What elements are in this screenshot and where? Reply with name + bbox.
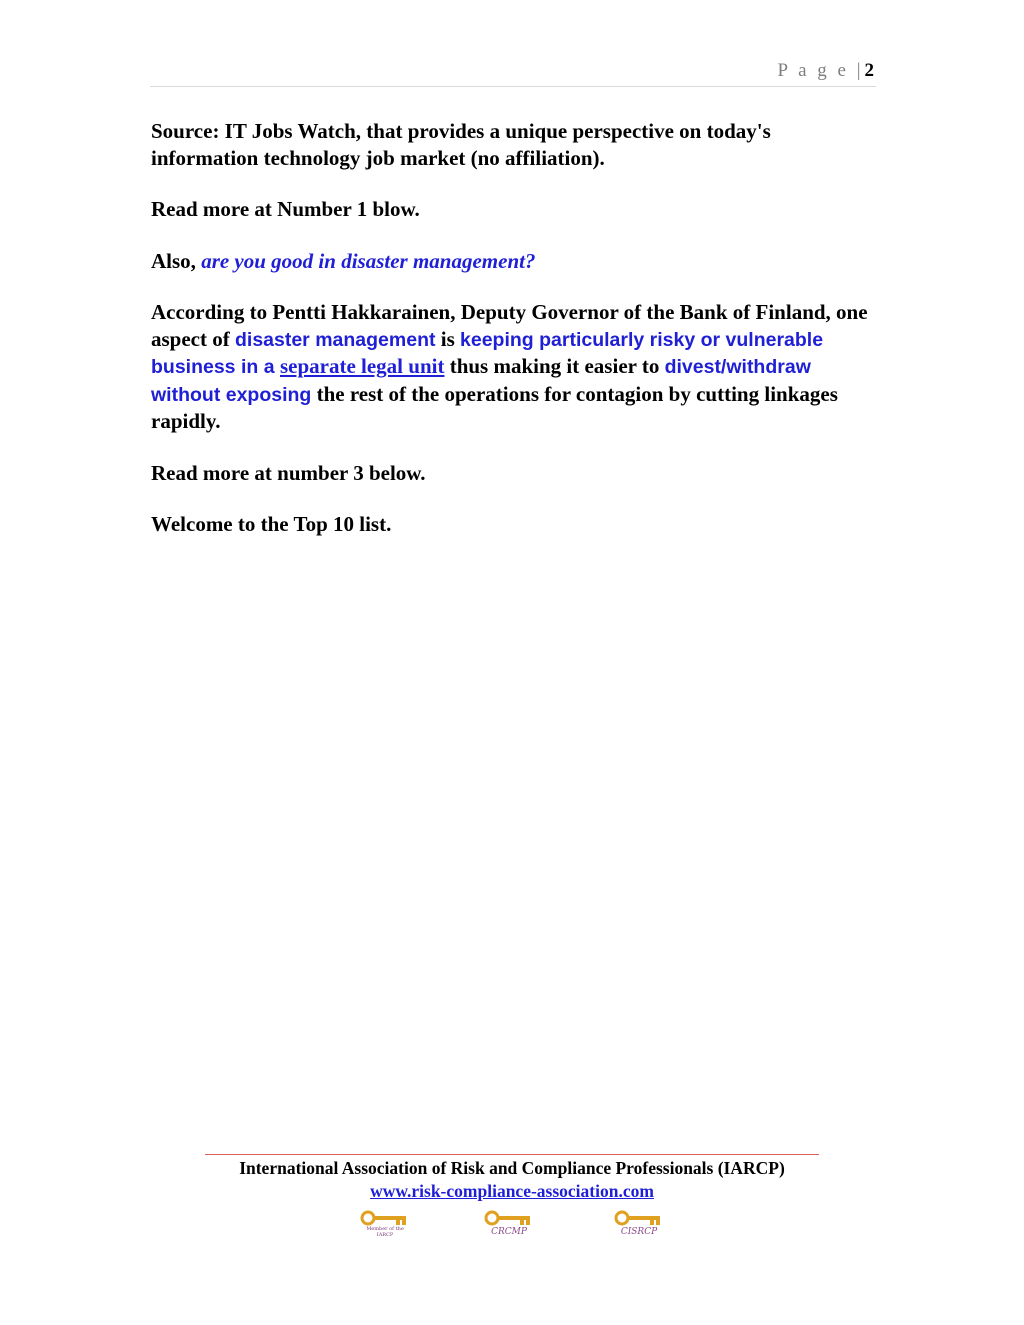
- member-key-logo[interactable]: [360, 1210, 410, 1240]
- page-label: P a g e: [777, 60, 849, 81]
- source-paragraph: Source: IT Jobs Watch, that provides a unique perspective on today's information technology job market (no affiliation).: [151, 119, 771, 170]
- logo-caption: CRCMP: [491, 1227, 527, 1237]
- document-body: [151, 118, 876, 563]
- hakkarainen-paragraph: [151, 299, 876, 435]
- welcome-line: Welcome to the Top 10 list.: [151, 512, 392, 536]
- hakkarainen-text-h: the rest of the operations for contagion by cutting linkages rapidly.: [151, 381, 838, 433]
- logo-caption: CISRCP: [620, 1227, 658, 1237]
- read-more-number-3: Read more at number 3 below.: [151, 460, 426, 485]
- divest-withdraw-highlight: divest/withdraw without exposing: [151, 356, 811, 406]
- key-icon: [484, 1210, 534, 1228]
- separate-legal-unit-link[interactable]: separate legal unit: [279, 354, 445, 378]
- page-separator: |: [856, 60, 861, 81]
- key-icon: [614, 1210, 664, 1228]
- disaster-management-question-link[interactable]: are you good in disaster management?: [201, 248, 536, 273]
- hakkarainen-text-a: According to Pentti Hakkarainen, Deputy Governor of the Bank of Finland, one aspect of: [151, 300, 868, 351]
- logo-caption: Member of the IARCP: [366, 1226, 404, 1238]
- also-prefix: Also,: [151, 248, 202, 273]
- footer-website-link[interactable]: www.risk-compliance-association.com: [370, 1181, 654, 1201]
- also-paragraph: [151, 248, 876, 275]
- disaster-management-highlight: disaster management: [234, 328, 436, 351]
- read-more-number-1: Read more at Number 1 blow.: [151, 197, 420, 221]
- cisrcp-key-logo[interactable]: [614, 1210, 664, 1240]
- page-header: [150, 58, 876, 87]
- page-number: 2: [864, 60, 874, 81]
- crcmp-key-logo[interactable]: [484, 1210, 534, 1240]
- hakkarainen-text-c: is: [435, 326, 460, 351]
- footer-organization: International Association of Risk and Compliance Professionals (IARCP): [239, 1158, 785, 1178]
- risky-business-highlight: keeping particularly risky or vulnerable business in a: [151, 328, 824, 378]
- page-number-indicator: [777, 60, 874, 82]
- footer-divider: [205, 1154, 819, 1155]
- hakkarainen-text-f: thus making it easier to: [444, 354, 665, 378]
